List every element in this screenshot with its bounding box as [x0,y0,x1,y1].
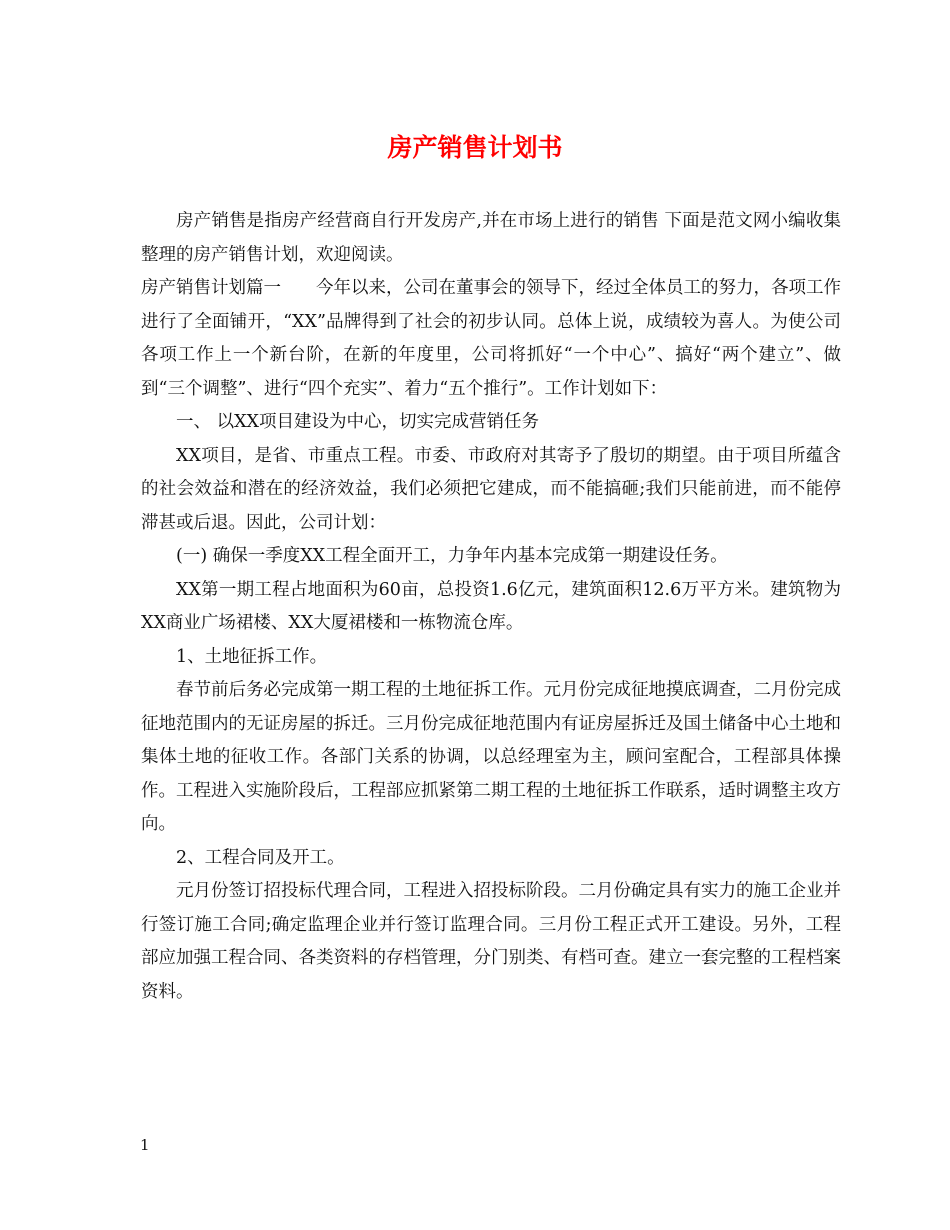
paragraph: 房产销售是指房产经营商自行开发房产,并在市场上进行的销售 下面是范文网小编收集整理的房产销售计划，欢迎阅读。 [141,211,841,265]
document-title: 房产销售计划书 [387,133,563,162]
paragraph: XX第一期工程占地面积为60亩，总投资1.6亿元，建筑面积12.6万平方米。建筑物为XX商业广场裙楼、XX大厦裙楼和一栋物流仓库。 [141,579,841,633]
section-heading: 一、 以XX项目建设为中心，切实完成营销任务 [176,412,539,432]
document-body [141,205,841,1009]
paragraph: 春节前后务必完成第一期工程的土地征拆工作。元月份完成征地摸底调查，二月份完成征地范围内的无证房屋的拆迁。三月份完成征地范围内有证房屋拆迁及国土储备中心土地和集体土地的征收工作。各部门关系的协调，以总经理室为主，顾问室配合，工程部具体操作。工程进入实施阶段后，工程部应抓紧第二期工程的土地征拆工作联系，适时调整主攻方向。 [141,680,841,834]
item-heading: 2、工程合同及开工。 [176,847,345,868]
paragraph: XX项目，是省、市重点工程。市委、市政府对其寄予了殷切的期望。由于项目所蕴含的社会效益和潜在的经济效益，我们必须把它建成，而不能搞砸;我们只能前进，而不能停滞甚或后退。因此，公司计划： [141,445,841,533]
paragraph: 房产销售计划篇一 今年以来，公司在董事会的领导下，经过全体员工的努力，各项工作进行了全面铺开，“XX”品牌得到了社会的初步认同。总体上说，成绩较为喜人。为使公司各项工作上一个新台阶，在新的年度里，公司将抓好“一个中心”、搞好“两个建立”、做到“三个调整”、进行“四个充实”、着力“五个推行”。工作计划如下： [141,278,841,399]
subsection-heading: (一) 确保一季度XX工程全面开工，力争年内基本完成第一期建设任务。 [176,546,728,566]
item-heading: 1、土地征拆工作。 [176,646,328,667]
paragraph: 元月份签订招投标代理合同，工程进入招投标阶段。二月份确定具有实力的施工企业并行签订施工合同;确定监理企业并行签订监理合同。三月份工程正式开工建设。另外，工程部应加强工程合同、各类资料的存档管理，分门别类、有档可查。建立一套完整的工程档案资料。 [141,881,841,1002]
page-number: 1 [140,1136,150,1154]
